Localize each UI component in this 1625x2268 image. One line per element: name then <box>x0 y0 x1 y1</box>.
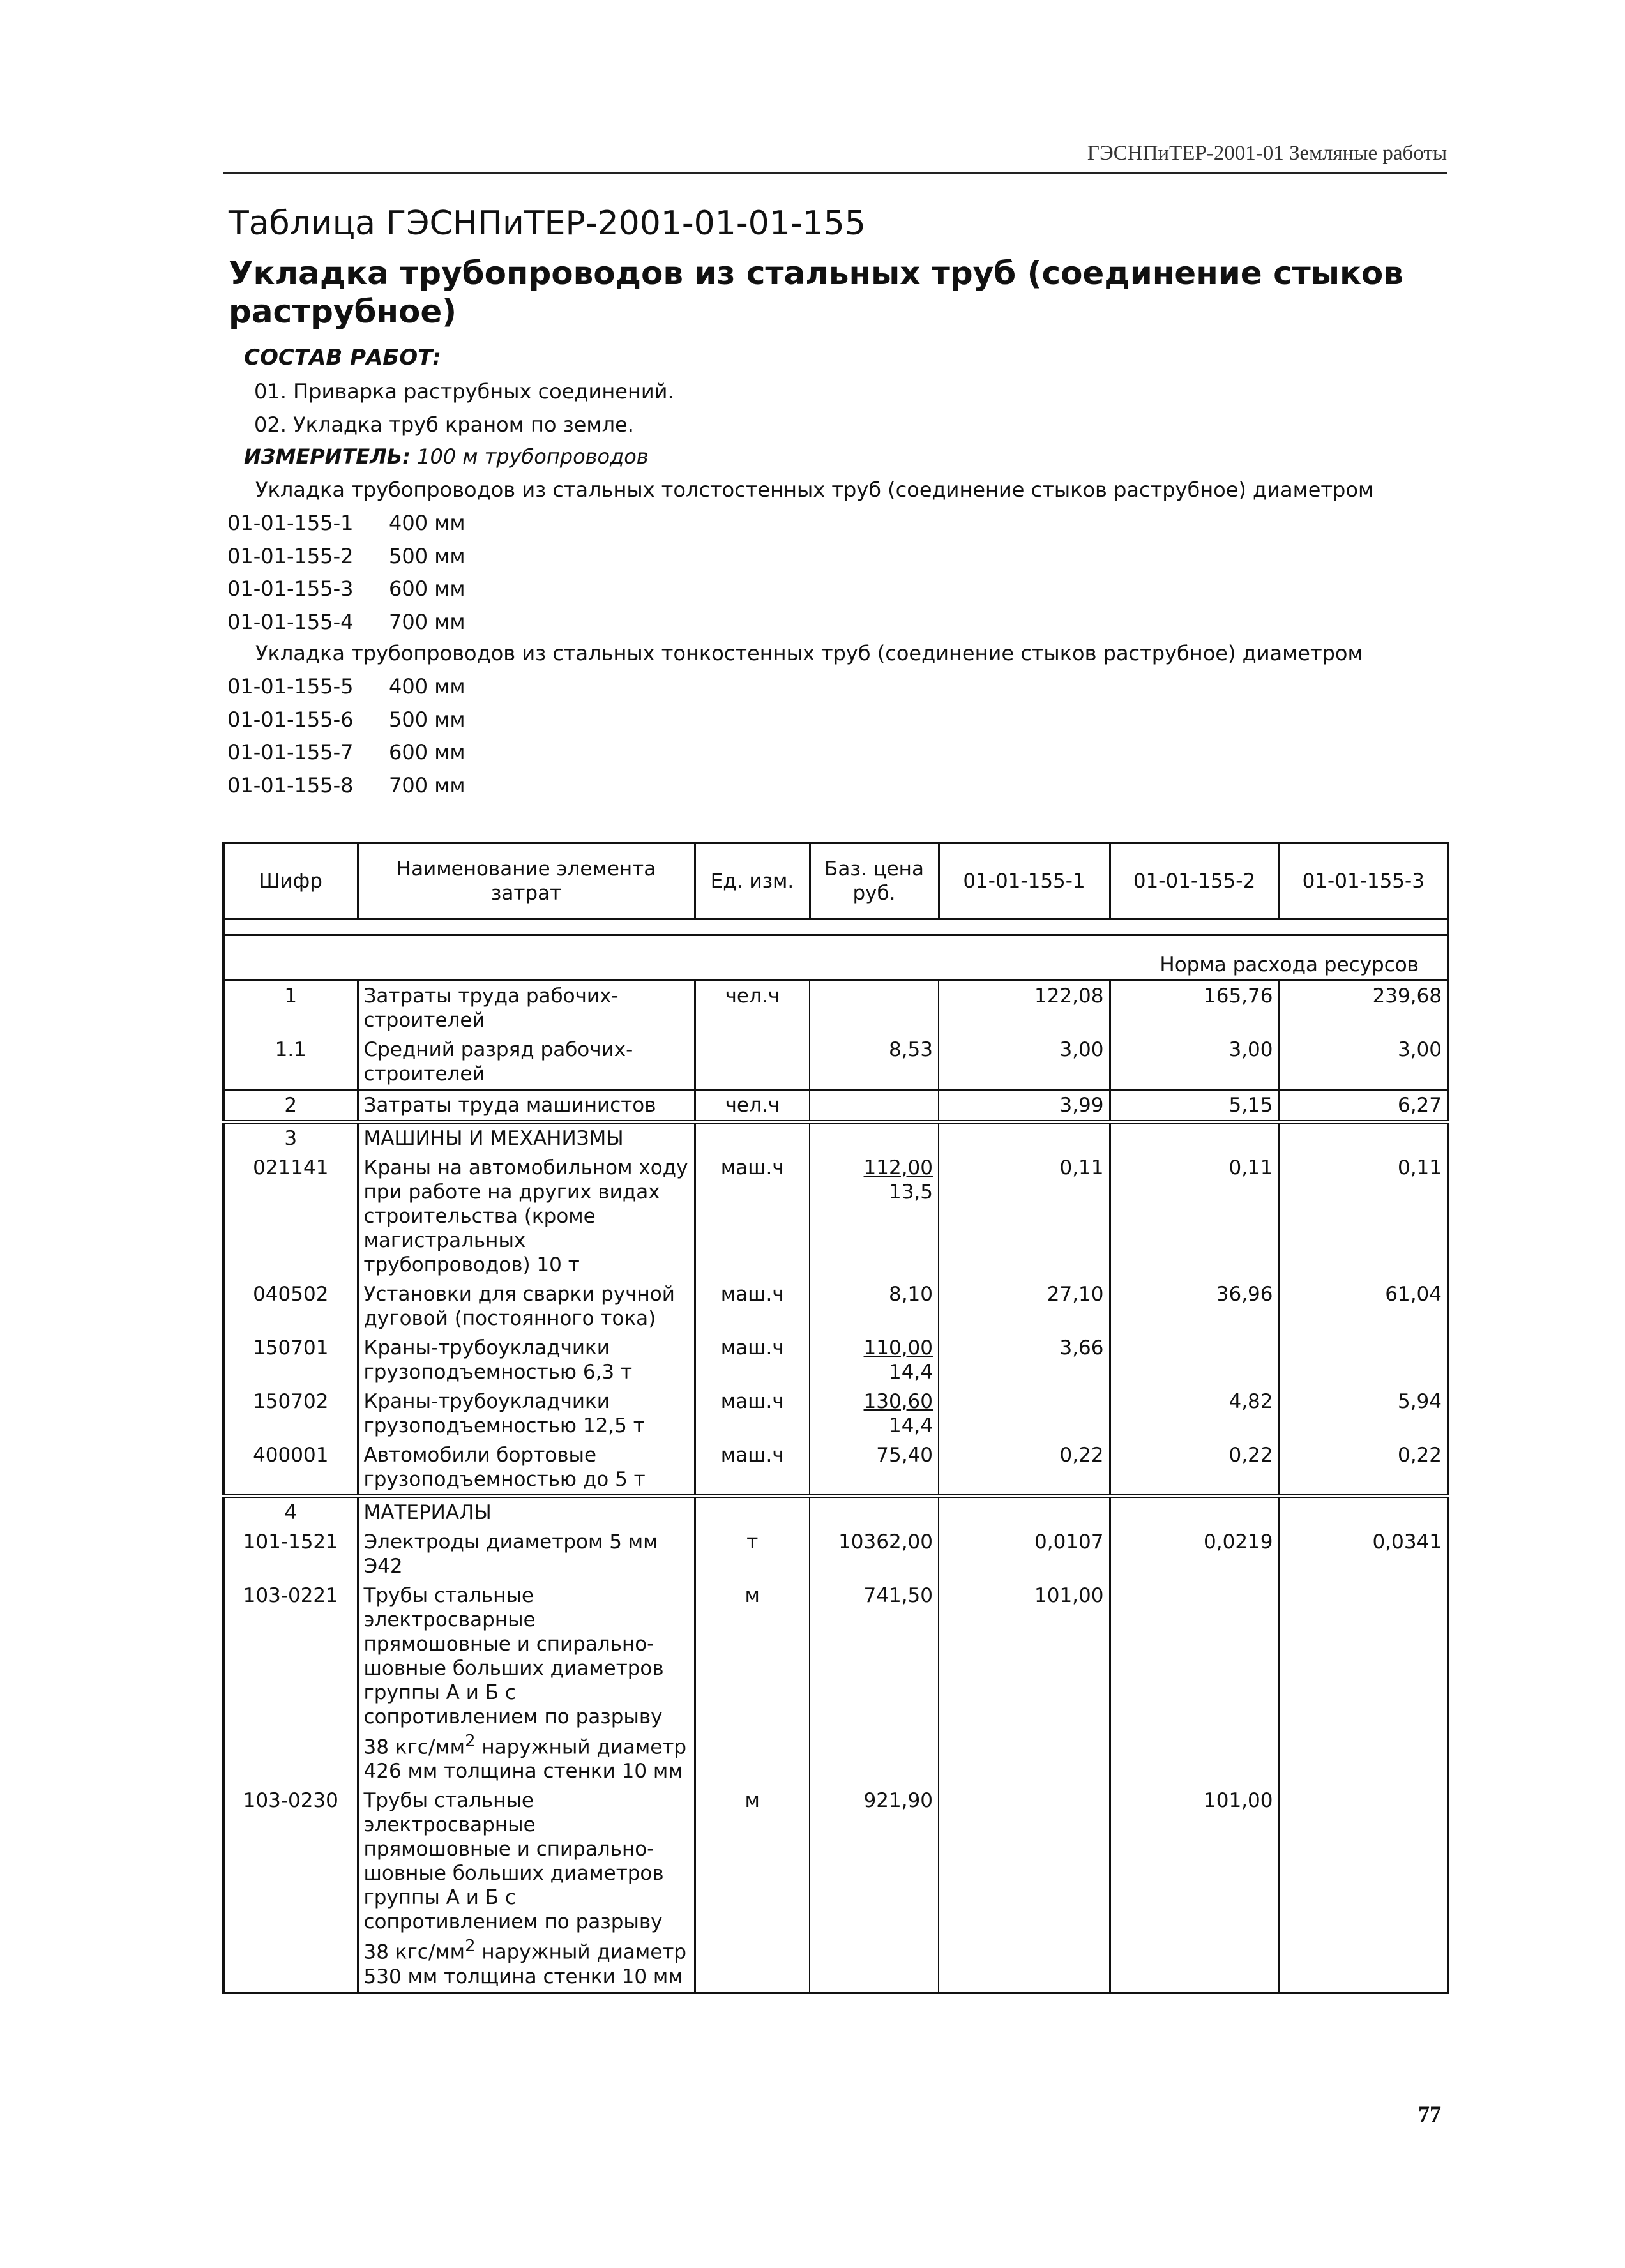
row-value-3: 61,04 <box>1385 1283 1442 1306</box>
row-value-1: 27,10 <box>939 1280 1110 1333</box>
row-value-3 <box>1279 1581 1448 1786</box>
table-row <box>223 1581 1448 1786</box>
price-wage: 14,4 <box>888 1414 933 1437</box>
work-item: 02. Укладка труб краном по земле. <box>254 412 634 437</box>
row-unit: маш.ч <box>695 1333 810 1387</box>
row-price <box>810 1387 939 1440</box>
row-value-1: 0,0107 <box>939 1527 1110 1581</box>
header-rule <box>223 172 1447 174</box>
row-price: 8,10 <box>810 1280 939 1333</box>
table-title: Таблица ГЭСНПиТЕР-2001-01-01-155 <box>229 204 866 243</box>
row-value-1: 3,66 <box>939 1333 1110 1387</box>
resource-norms-table <box>222 842 1449 1994</box>
item-code: 01-01-155-2 <box>227 544 354 568</box>
header-name: Наименование элемента затрат <box>358 843 695 919</box>
price-wage: 13,5 <box>888 1181 933 1204</box>
row-value-1 <box>939 1786 1110 1992</box>
row-value-1: 122,08 <box>939 981 1110 1036</box>
code-row <box>227 773 465 798</box>
row-value-1: 3,00 <box>939 1035 1110 1090</box>
item-code: 01-01-155-6 <box>227 707 354 732</box>
row-name: Средний разряд рабочих-строителей <box>358 1035 695 1090</box>
row-price <box>810 1333 939 1387</box>
section-row <box>223 1496 1448 1527</box>
row-name: Краны-трубоукладчики грузоподъемностью 12,5 т <box>358 1387 695 1440</box>
row-price: 8,53 <box>810 1035 939 1090</box>
row-unit: маш.ч <box>695 1153 810 1280</box>
name-part: наружный диаметр 426 мм толщина стенки 10 мм <box>363 1735 687 1783</box>
norm-label-row <box>223 935 1448 981</box>
row-price: 741,50 <box>810 1581 939 1786</box>
code-row <box>227 674 465 699</box>
name-part: наружный диаметр 530 мм толщина стенки 10 мм <box>363 1940 687 1988</box>
section-title: МАШИНЫ И МЕХАНИЗМЫ <box>358 1122 695 1153</box>
code-row <box>227 610 465 634</box>
row-price <box>810 1153 939 1280</box>
item-size: 600 мм <box>389 577 465 601</box>
name-part: Трубы стальные электросварные прямошовные и спирально-шовные больших диаметров группы А и Б с сопротивлением по разрыву 38 кгс/мм <box>363 1789 664 1964</box>
row-value-3 <box>1279 1786 1448 1992</box>
row-code: 101-1521 <box>243 1531 338 1554</box>
table-row <box>223 1280 1448 1333</box>
row-name <box>358 1786 695 1992</box>
row-value-3: 0,11 <box>1397 1156 1442 1179</box>
row-value-2: 5,15 <box>1110 1090 1279 1123</box>
row-value-2: 36,96 <box>1110 1280 1279 1333</box>
row-name: Краны-трубоукладчики грузоподъемностью 6,3 т <box>358 1333 695 1387</box>
row-value-2: 0,22 <box>1110 1440 1279 1496</box>
item-code: 01-01-155-5 <box>227 674 354 699</box>
table-row <box>223 981 1448 1036</box>
row-value-3: 5,94 <box>1397 1390 1442 1413</box>
row-value-2: 101,00 <box>1110 1786 1279 1992</box>
row-value-2 <box>1110 1581 1279 1786</box>
row-code: 150702 <box>253 1390 329 1413</box>
work-composition-label: СОСТАВ РАБОТ: <box>244 345 441 370</box>
row-value-2: 0,0219 <box>1110 1527 1279 1581</box>
row-code: 150701 <box>253 1336 329 1359</box>
code-row <box>227 707 465 732</box>
row-code: 2 <box>223 1090 358 1123</box>
row-code: 103-0230 <box>243 1789 338 1813</box>
item-size: 400 мм <box>389 511 465 535</box>
table-row <box>223 1527 1448 1581</box>
table-row <box>223 1333 1448 1387</box>
row-value-2: 165,76 <box>1110 981 1279 1036</box>
row-value-3: 6,27 <box>1279 1090 1448 1123</box>
code-row <box>227 740 465 764</box>
row-unit <box>695 1035 810 1090</box>
page-number: 77 <box>1418 2101 1441 2127</box>
table-row <box>223 1153 1448 1280</box>
table-row <box>223 1387 1448 1440</box>
row-name: Затраты труда машинистов <box>358 1090 695 1123</box>
section-title: МАТЕРИАЛЫ <box>358 1496 695 1527</box>
header-unit: Ед. изм. <box>695 843 810 919</box>
item-size: 500 мм <box>389 707 465 732</box>
row-code: 040502 <box>253 1283 329 1306</box>
item-size: 400 мм <box>389 674 465 699</box>
section-code: 3 <box>223 1122 358 1153</box>
header-norm-3: 01-01-155-3 <box>1279 843 1448 919</box>
running-header: ГЭСНПиТЕР-2001-01 Земляные работы <box>1087 142 1447 165</box>
row-value-1: 3,99 <box>939 1090 1110 1123</box>
row-name <box>358 1581 695 1786</box>
header-norm-2: 01-01-155-2 <box>1110 843 1279 919</box>
row-code: 1.1 <box>275 1038 306 1061</box>
header-norm-1: 01-01-155-1 <box>939 843 1110 919</box>
row-value-3: 239,68 <box>1372 985 1442 1008</box>
price-wage: 14,4 <box>888 1361 933 1384</box>
row-unit: чел.ч <box>695 981 810 1036</box>
row-value-1: 0,11 <box>939 1153 1110 1280</box>
row-value-1 <box>939 1387 1110 1440</box>
row-unit: м <box>695 1786 810 1992</box>
unit-value: 100 м трубопроводов <box>417 444 649 469</box>
norm-label: Норма расхода ресурсов <box>223 935 1448 981</box>
price-value: 112,00 <box>863 1156 933 1179</box>
price-value: 130,60 <box>863 1390 933 1413</box>
row-unit: маш.ч <box>695 1387 810 1440</box>
item-code: 01-01-155-4 <box>227 610 354 634</box>
row-value-3: 3,00 <box>1397 1038 1442 1061</box>
group-title: Укладка трубопроводов из стальных толстостенных труб (соединение стыков раструбное) диаметром <box>255 478 1374 502</box>
group-title: Укладка трубопроводов из стальных тонкостенных труб (соединение стыков раструбное) диаметром <box>255 641 1363 665</box>
item-size: 700 мм <box>389 610 465 634</box>
row-value-1: 0,22 <box>939 1440 1110 1496</box>
item-size: 500 мм <box>389 544 465 568</box>
row-value-2 <box>1110 1333 1279 1387</box>
row-unit: м <box>695 1581 810 1786</box>
row-value-3: 0,0341 <box>1372 1531 1442 1554</box>
superscript: 2 <box>465 1937 476 1956</box>
item-size: 700 мм <box>389 773 465 798</box>
price-value: 110,00 <box>863 1336 933 1359</box>
row-unit: чел.ч <box>695 1090 810 1123</box>
table-row <box>223 1090 1448 1123</box>
work-item: 01. Приварка раструбных соединений. <box>254 379 674 404</box>
row-value-3 <box>1279 1333 1448 1387</box>
header-code: Шифр <box>223 843 358 919</box>
row-price <box>810 1090 939 1123</box>
table-row <box>223 1786 1448 1992</box>
row-value-2: 4,82 <box>1110 1387 1279 1440</box>
row-price: 10362,00 <box>810 1527 939 1581</box>
item-code: 01-01-155-3 <box>227 577 354 601</box>
row-value-2: 3,00 <box>1110 1035 1279 1090</box>
item-code: 01-01-155-1 <box>227 511 354 535</box>
row-price <box>810 981 939 1036</box>
row-unit: маш.ч <box>695 1440 810 1496</box>
item-code: 01-01-155-7 <box>227 740 354 764</box>
row-name: Краны на автомобильном ходу при работе на других видах строительства (кроме магистральных трубопроводов) 10 т <box>358 1153 695 1280</box>
table-heading: Укладка трубопроводов из стальных труб (соединение стыков раструбное) <box>229 255 1403 330</box>
row-value-3: 0,22 <box>1397 1444 1442 1467</box>
row-price: 921,90 <box>810 1786 939 1992</box>
code-row <box>227 544 465 568</box>
row-unit: т <box>695 1527 810 1581</box>
row-name: Установки для сварки ручной дуговой (постоянного тока) <box>358 1280 695 1333</box>
header-price: Баз. цена руб. <box>810 843 939 919</box>
row-code: 400001 <box>253 1444 329 1467</box>
unit-line <box>244 444 649 469</box>
row-code: 1 <box>284 985 298 1008</box>
row-name: Автомобили бортовые грузоподъемностью до 5 т <box>358 1440 695 1496</box>
row-name: Электроды диаметром 5 мм Э42 <box>358 1527 695 1581</box>
name-part: Трубы стальные электросварные прямошовные и спирально-шовные больших диаметров группы А и Б с сопротивлением по разрыву 38 кгс/мм <box>363 1584 664 1759</box>
item-size: 600 мм <box>389 740 465 764</box>
table-row <box>223 1035 1448 1090</box>
row-unit: маш.ч <box>695 1280 810 1333</box>
section-code: 4 <box>223 1496 358 1527</box>
table-spacer <box>223 919 1448 935</box>
superscript: 2 <box>465 1732 476 1751</box>
code-row <box>227 511 465 535</box>
row-code: 103-0221 <box>243 1584 338 1607</box>
table-header-row <box>223 843 1448 919</box>
row-value-2: 0,11 <box>1110 1153 1279 1280</box>
row-code: 021141 <box>253 1156 329 1179</box>
section-row <box>223 1122 1448 1153</box>
row-name: Затраты труда рабочих-строителей <box>358 981 695 1036</box>
unit-label: ИЗМЕРИТЕЛЬ: <box>244 444 411 469</box>
table-row <box>223 1440 1448 1496</box>
code-row <box>227 577 465 601</box>
row-price: 75,40 <box>810 1440 939 1496</box>
row-value-1: 101,00 <box>939 1581 1110 1786</box>
item-code: 01-01-155-8 <box>227 773 354 798</box>
